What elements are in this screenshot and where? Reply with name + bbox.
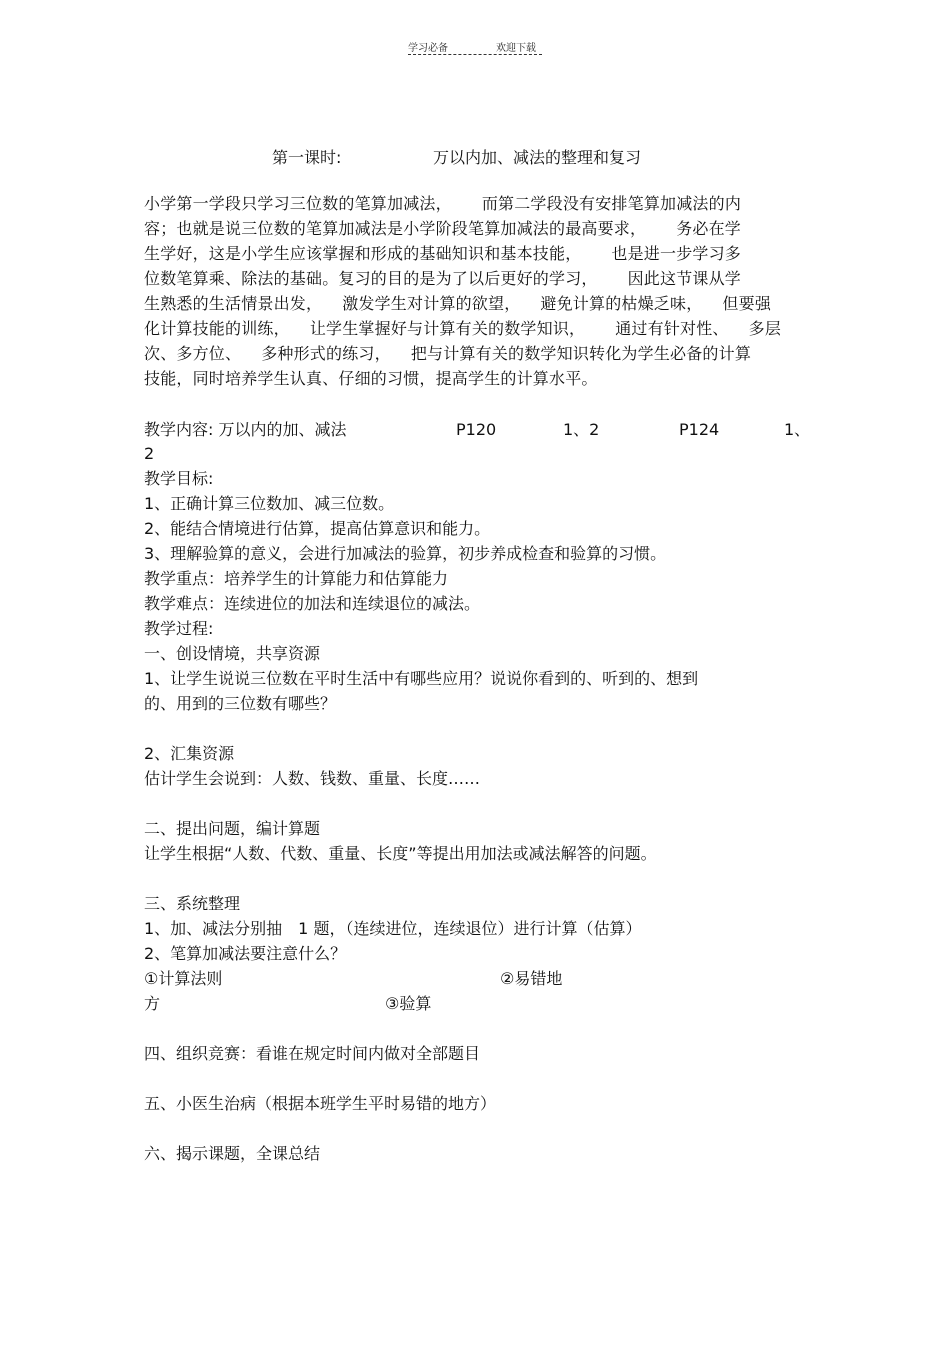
key-point: 教学重点：培养学生的计算能力和估算能力 <box>144 569 449 588</box>
intro-line: 生学好，这是小学生应该掌握和形成的基础知识和基本技能， 也是进一步学习多 <box>144 244 742 263</box>
objective-item: 2、能结合情境进行估算，提高估算意识和能力。 <box>144 519 491 538</box>
section-3-option-2: ②易错地 <box>500 969 563 988</box>
section-3-item-2: 2、笔算加减法要注意什么？ <box>144 944 347 963</box>
lesson-title-part1: 第一课时: <box>272 148 342 167</box>
section-4-title: 四、组织竞赛：看谁在规定时间内做对全部题目 <box>144 1044 481 1063</box>
difficulty: 教学难点：连续进位的加法和连续退位的减法。 <box>144 594 481 613</box>
section-1-question-1-cont: 的、用到的三位数有哪些？ <box>144 694 337 713</box>
lesson-title-part2: 万以内加、减法的整理和复习 <box>433 148 642 167</box>
exercise-nums-2: 1、 <box>784 420 811 439</box>
section-5-title: 五、小医生治病（根据本班学生平时易错的地方） <box>144 1094 497 1113</box>
section-3-title: 三、系统整理 <box>144 894 241 913</box>
intro-line: 容；也就是说三位数的笔算加减法是小学阶段笔算加减法的最高要求， 务必在学 <box>144 219 742 238</box>
objective-item: 3、理解验算的意义，会进行加减法的验算，初步养成检查和验算的习惯。 <box>144 544 667 563</box>
section-1-question-1: 1、让学生说说三位数在平时生活中有哪些应用？说说你看到的、听到的、想到 <box>144 669 699 688</box>
intro-line: 化计算技能的训练， 让学生掌握好与计算有关的数学知识， 通过有针对性、 多层 <box>144 319 782 338</box>
teaching-content-label: 教学内容: 万以内的加、减法 <box>144 420 347 439</box>
header-right-text: 欢迎下载 <box>496 43 536 54</box>
section-1-item-2: 2、汇集资源 <box>144 744 235 763</box>
page-ref-1: P120 <box>456 420 497 439</box>
intro-line: 位数笔算乘、除法的基础。复习的目的是为了以后更好的学习， 因此这节课从学 <box>144 269 742 288</box>
exercise-nums-wrap: 2 <box>144 444 155 463</box>
section-2-text: 让学生根据“人数、代数、重量、长度”等提出用加法或减法解答的问题。 <box>144 844 657 863</box>
section-3-option-3: ③验算 <box>385 994 432 1013</box>
intro-line: 小学第一学段只学习三位数的笔算加减法， 而第二学段没有安排笔算加减法的内 <box>144 194 742 213</box>
section-2-title: 二、提出问题，编计算题 <box>144 819 321 838</box>
objectives-heading: 教学目标: <box>144 469 214 488</box>
page-ref-2: P124 <box>679 420 720 439</box>
section-1-title: 一、创设情境，共享资源 <box>144 644 321 663</box>
section-6-title: 六、揭示课题，全课总结 <box>144 1144 321 1163</box>
section-3-option-1: ①计算法则 <box>144 969 223 988</box>
header-left-text: 学习必备 <box>408 43 448 54</box>
objective-item: 1、正确计算三位数加、减三位数。 <box>144 494 395 513</box>
intro-line: 生熟悉的生活情景出发， 激发学生对计算的欲望， 避免计算的枯燥乏味， 但要强 <box>144 294 772 313</box>
header-dashed-rule <box>408 54 542 55</box>
process-heading: 教学过程: <box>144 619 214 638</box>
intro-line: 次、多方位、 多种形式的练习， 把与计算有关的数学知识转化为学生必备的计算 <box>144 344 752 363</box>
exercise-nums-1: 1、2 <box>563 420 600 439</box>
intro-line: 技能，同时培养学生认真、仔细的习惯，提高学生的计算水平。 <box>144 369 598 388</box>
section-3-option-2-wrap: 方 <box>144 994 161 1013</box>
section-1-item-2-text: 估计学生会说到：人数、钱数、重量、长度…… <box>144 769 481 788</box>
section-3-item-1: 1、加、减法分别抽 1 题，（连续进位，连续退位）进行计算（估算） <box>144 919 642 938</box>
